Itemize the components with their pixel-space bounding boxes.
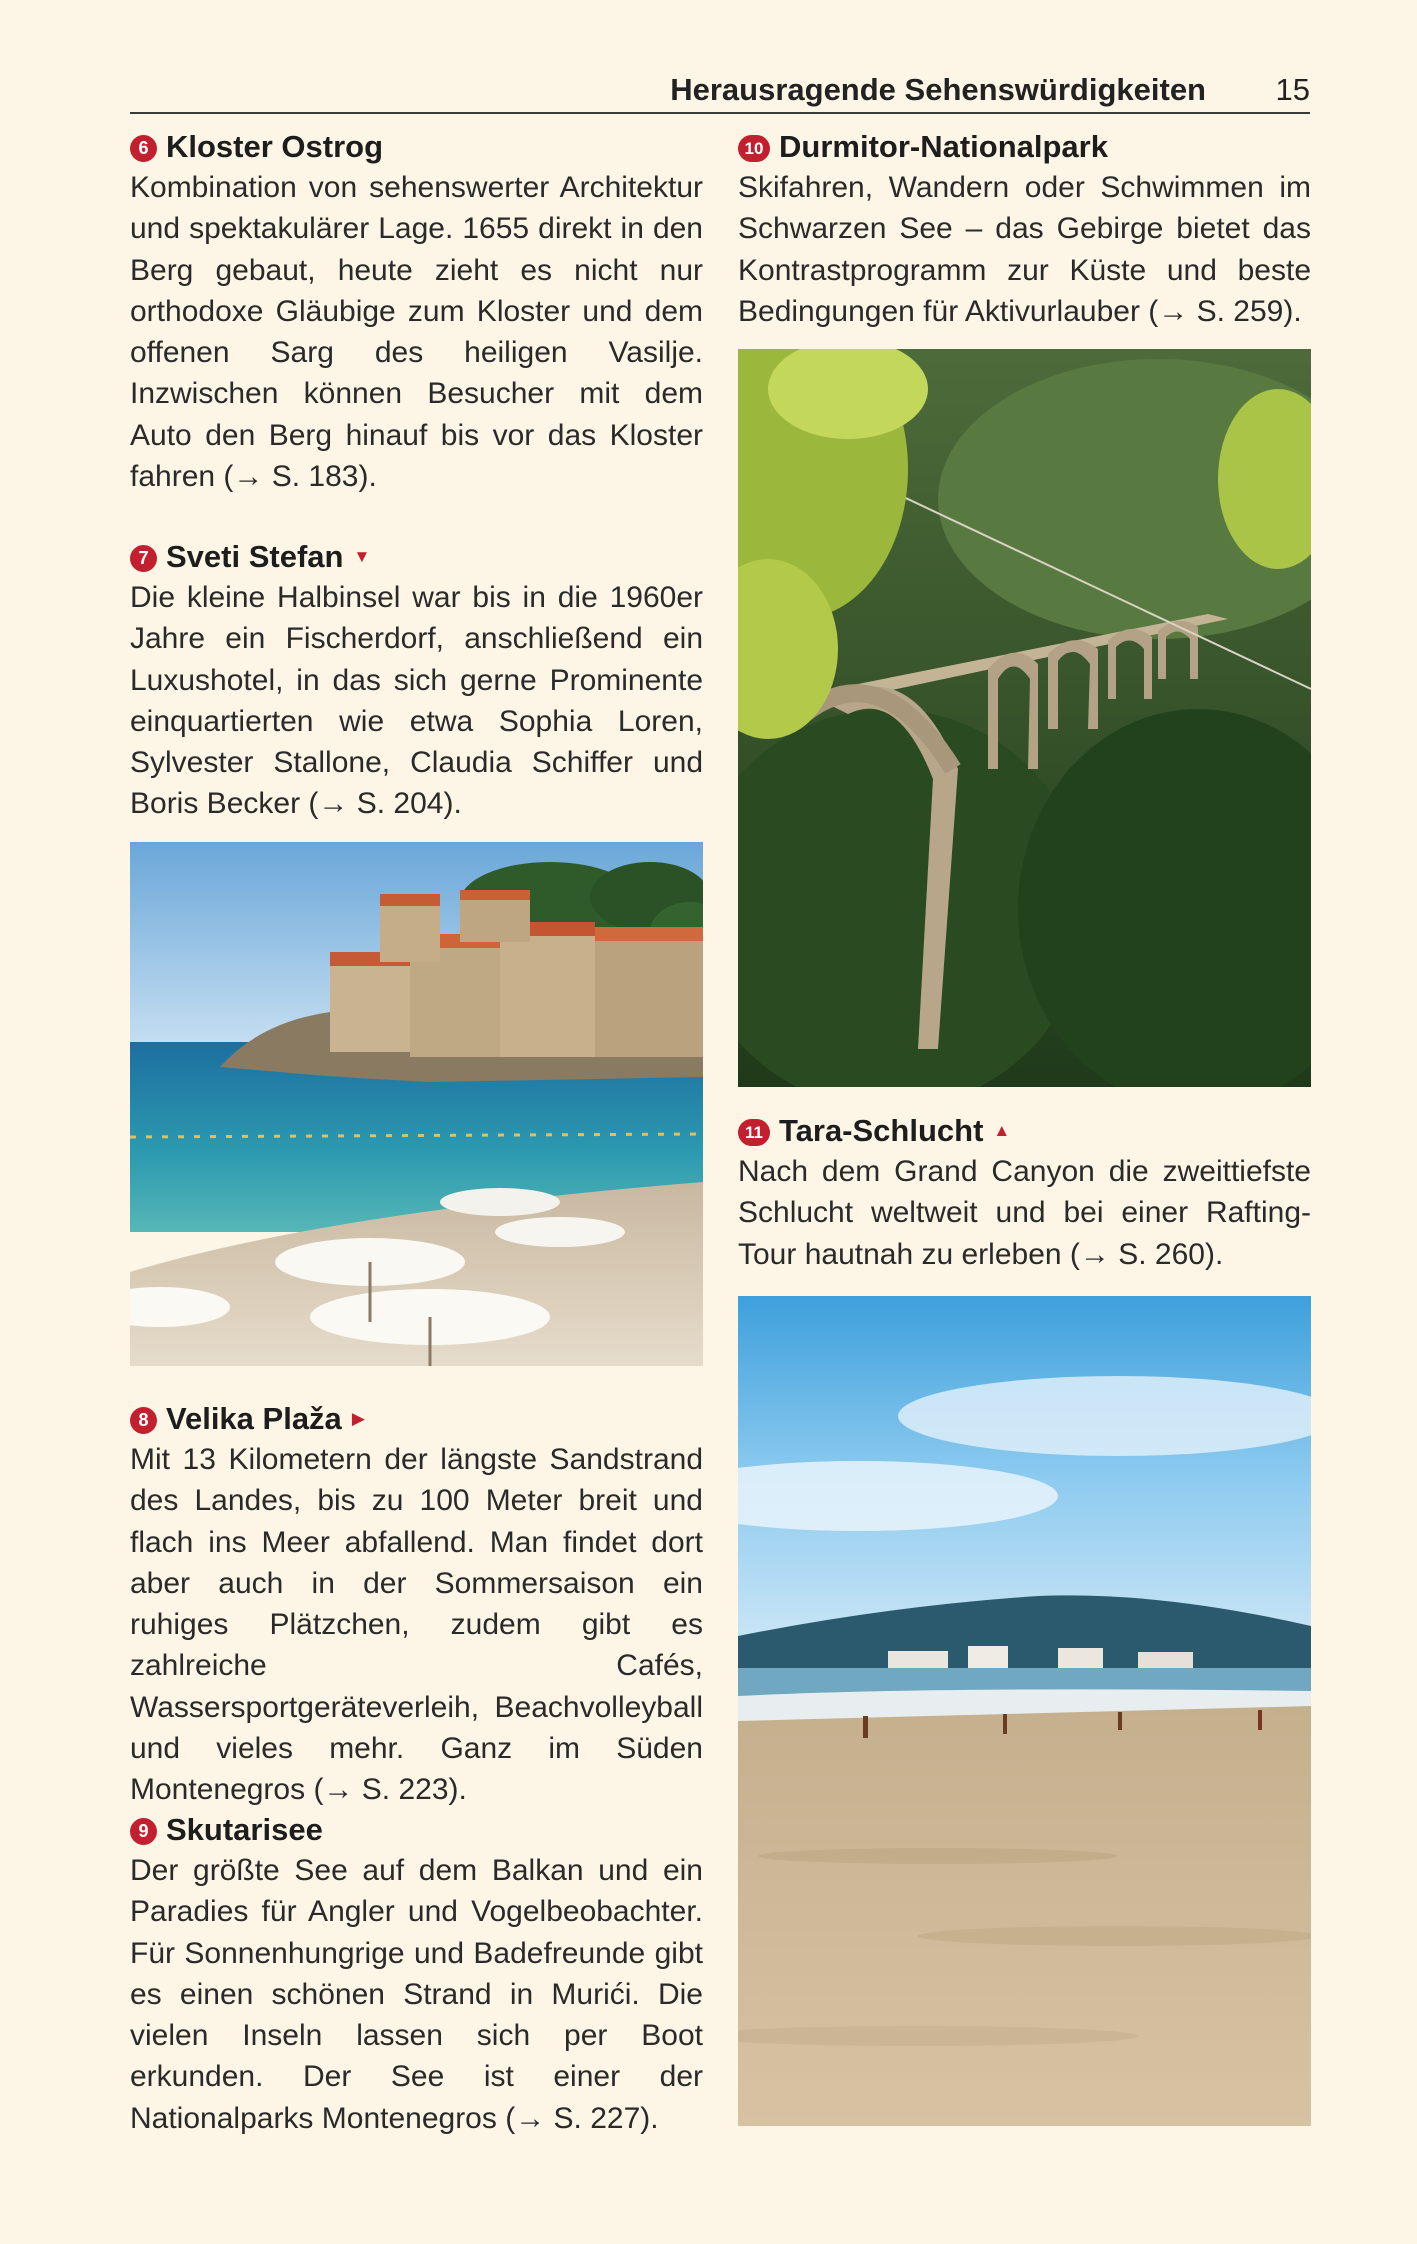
entry-kloster-ostrog: [130, 126, 703, 497]
running-header: [130, 68, 1310, 114]
entry-heading: [130, 1809, 703, 1850]
entry-title: Tara-Schlucht: [779, 1113, 984, 1148]
entry-skutarisee: [130, 1809, 703, 2139]
entry-text: Die kleine Halbinsel war bis in die 1960er Jahre ein Fischerdorf, anschließend ein Luxushotel, in das sich gerne Prominente einquartierten wie etwa Sophia Loren, Sylvester Stallone, Claudia Schiffer und Boris Becker (→ S. 204).: [130, 581, 703, 821]
entry-velika-plaza: [130, 1398, 703, 1811]
entry-heading: [738, 1110, 1311, 1151]
entry-text: Kombination von sehenswerter Architektur und spektakulärer Lage. 1655 direkt in den Berg gebaut, heute zieht es nicht nur orthodoxe Gläubige zum Kloster und dem offenen Sarg des heiligen Vasilje. Inzwischen können Besucher mit dem Auto den Berg hinauf bis vor das Kloster fahren (→ S. 183).: [130, 171, 703, 494]
entry-number-badge: 6: [130, 135, 157, 162]
photo-velika-plaza-beach: [738, 1296, 1311, 2126]
map-direction-marker: ▲: [993, 1121, 1011, 1140]
entry-number-badge: 10: [738, 135, 770, 162]
entry-title: Durmitor-Nationalpark: [779, 129, 1108, 164]
entry-number-badge: 8: [130, 1407, 157, 1434]
entry-number-badge: 11: [738, 1119, 770, 1146]
entry-tara-schlucht: [738, 1110, 1311, 1275]
entry-text: Mit 13 Kilometern der längste Sandstrand des Landes, bis zu 100 Meter breit und flach ins Meer abfallend. Man findet dort aber auch in der Sommersaison ein ruhiges Plätzchen, zudem gibt es zahlreiche Cafés, Wassersportgeräteverleih, Beachvolleyball und vieles mehr. Ganz im Süden Montenegros (→ S. 223).: [130, 1443, 703, 1807]
entry-heading: [130, 536, 703, 577]
section-title: Herausragende Sehenswürdigkeiten: [670, 72, 1206, 107]
entry-text: Skifahren, Wandern oder Schwimmen im Schwarzen See – das Gebirge bietet das Kontrastprogramm zur Küste und beste Bedingungen für Aktivurlauber (→ S. 259).: [738, 171, 1311, 328]
entry-title: Skutarisee: [166, 1812, 323, 1847]
entry-durmitor-nationalpark: [738, 126, 1311, 332]
entry-number-badge: 7: [130, 545, 157, 572]
entry-title: Sveti Stefan: [166, 539, 344, 574]
entry-text: Nach dem Grand Canyon die zweittiefste Schlucht weltweit und bei einer Rafting-Tour hautnah zu erleben (→ S. 260).: [738, 1155, 1311, 1271]
entry-title: Kloster Ostrog: [166, 129, 384, 164]
map-direction-marker: ▶: [351, 1409, 365, 1428]
entry-heading: [130, 126, 703, 167]
map-direction-marker: ▼: [353, 547, 371, 566]
photo-tara-bridge: [738, 349, 1311, 1087]
page-number: 15: [1275, 72, 1310, 107]
photo-sveti-stefan: [130, 842, 703, 1366]
entry-number-badge: 9: [130, 1818, 157, 1845]
entry-heading: [130, 1398, 703, 1439]
entry-sveti-stefan: [130, 536, 703, 825]
entry-text: Der größte See auf dem Balkan und ein Paradies für Angler und Vogelbeobachter. Für Sonnenhungrige und Badefreunde gibt es einen schönen Strand in Murići. Die vielen Inseln lassen sich per Boot erkunden. Der See ist einer der Nationalparks Montenegros (→ S. 227).: [130, 1854, 703, 2135]
entry-heading: [738, 126, 1311, 167]
entry-title: Velika Plaža: [166, 1401, 342, 1436]
